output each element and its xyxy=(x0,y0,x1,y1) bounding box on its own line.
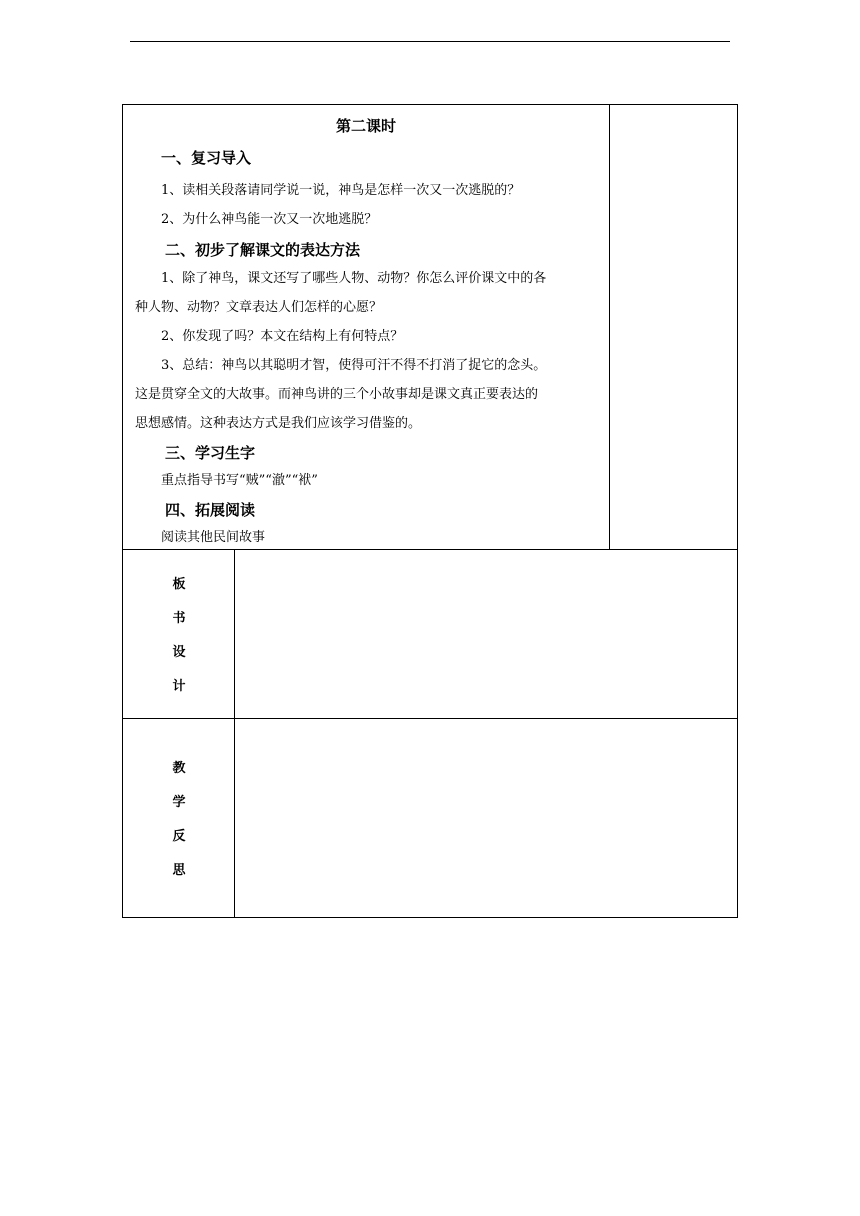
lesson-content-cell xyxy=(123,105,609,549)
lesson-plan-table xyxy=(122,104,738,918)
section-heading-expression: 二、初步了解课文的表达方法 xyxy=(165,241,361,259)
expression-line-3: 2、你发现了吗？本文在结构上有何特点？ xyxy=(161,329,404,344)
review-question-2: 2、为什么神鸟能一次又一次地逃脱？ xyxy=(161,212,378,227)
teaching-reflection-char: 教 xyxy=(172,761,186,776)
expression-line-5: 这是贯穿全文的大故事。而神鸟讲的三个小故事却是课文真正要表达的 xyxy=(135,387,539,402)
teaching-reflection-content xyxy=(235,719,737,917)
board-design-char: 书 xyxy=(172,611,186,626)
teaching-reflection-label xyxy=(123,752,235,888)
header-rule xyxy=(130,41,730,42)
board-design-char: 板 xyxy=(172,577,186,592)
expression-line-6: 思想感情。这种表达方式是我们应该学习借鉴的。 xyxy=(135,416,422,431)
board-design-char: 计 xyxy=(172,679,186,694)
board-design-label xyxy=(123,568,235,704)
characters-line-1: 重点指导书写“贼”“澈”“袱” xyxy=(161,473,318,488)
teaching-reflection-char: 学 xyxy=(172,795,186,810)
section-heading-review: 一、复习导入 xyxy=(161,149,252,167)
teaching-reflection-char: 思 xyxy=(172,863,186,878)
expression-line-2: 种人物、动物？文章表达人们怎样的心愿？ xyxy=(135,300,383,315)
notes-cell xyxy=(610,105,737,549)
section-heading-extended-reading: 四、拓展阅读 xyxy=(165,501,256,519)
board-design-char: 设 xyxy=(172,645,186,660)
teaching-reflection-char: 反 xyxy=(172,829,186,844)
section-heading-characters: 三、学习生字 xyxy=(165,444,256,462)
review-question-1: 1、读相关段落请同学说一说，神鸟是怎样一次又一次逃脱的？ xyxy=(161,183,521,198)
extended-reading-line-1: 阅读其他民间故事 xyxy=(161,530,266,545)
lesson-title: 第二课时 xyxy=(335,117,396,135)
expression-line-1: 1、除了神鸟，课文还写了哪些人物、动物？你怎么评价课文中的各 xyxy=(161,271,547,286)
board-design-content xyxy=(235,550,737,718)
expression-line-4: 3、总结：神鸟以其聪明才智，使得可汗不得不打消了捉它的念头。 xyxy=(161,358,547,373)
